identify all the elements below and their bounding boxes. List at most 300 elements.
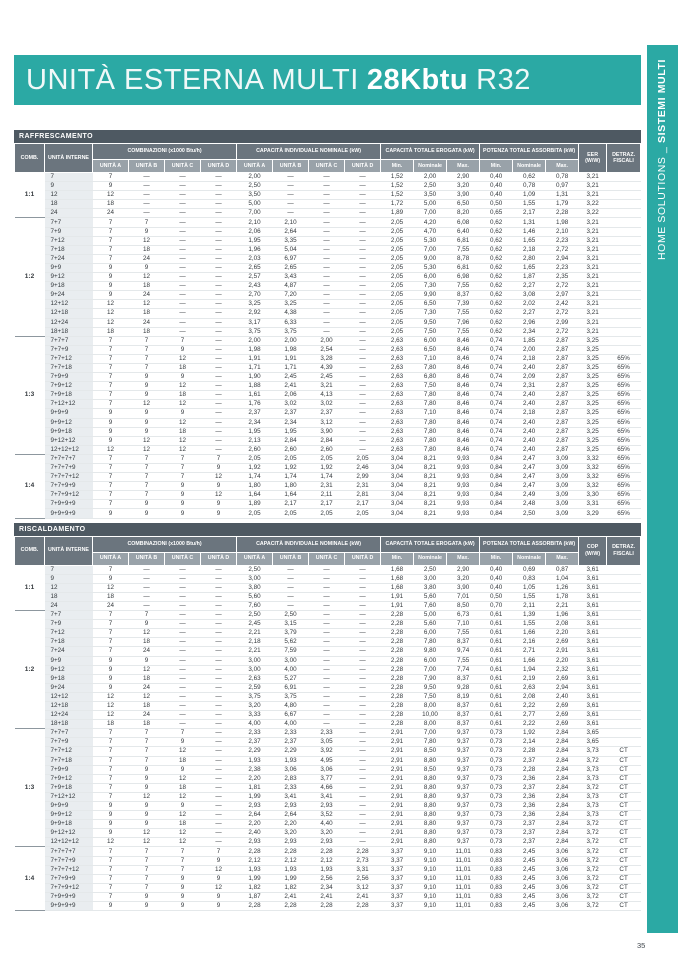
cell: 2,84 [546,738,579,747]
unit-combination: 7+9+9 [45,765,93,774]
cell: 2,05 [381,327,414,336]
column-header: POTENZA TOTALE ASSORBITA (kW) [480,536,579,552]
cell: 7 [165,729,201,738]
cell: 1,91 [237,354,273,363]
cell: — [165,701,201,710]
column-header: Max. [447,552,480,565]
unit-combination: 7+9+12 [45,382,93,391]
cell: 0,50 [480,592,513,601]
table-row [15,701,641,710]
cell: 12 [93,583,129,592]
cell: 3,21 [579,282,607,291]
cell: 0,83 [513,574,546,583]
cell: 2,47 [513,464,546,473]
column-header: Min. [480,160,513,173]
column-header: Min. [480,552,513,565]
cell: 2,40 [513,436,546,445]
cell: 3,72 [579,865,607,874]
cell: 2,28 [381,701,414,710]
cell: 1,26 [546,583,579,592]
cell: 6,50 [447,200,480,209]
cell: 3,31 [345,865,381,874]
cell: 9 [93,674,129,683]
cell: 2,84 [273,436,309,445]
cell: 1,82 [273,883,309,892]
unit-combination: 7+12 [45,236,93,245]
cell: 8,50 [414,747,447,756]
cell: — [165,601,201,610]
cell: 65% [607,500,641,509]
unit-combination: 7+24 [45,647,93,656]
cell: 11,01 [447,902,480,911]
table-row [15,473,641,482]
cell: 2,84 [546,829,579,838]
cell: 7 [93,892,129,901]
cell: 7 [93,345,129,354]
cell: — [201,409,237,418]
cell: 7,80 [414,436,447,445]
cell: 18 [129,701,165,710]
unit-combination: 18+18 [45,720,93,729]
cell: 2,23 [546,263,579,272]
cell: 12 [129,838,165,847]
cell: 5,00 [414,200,447,209]
cell: 2,99 [345,473,381,482]
cell: — [201,291,237,300]
cell: 7 [165,865,201,874]
cell: 6,00 [414,656,447,665]
cell: 65% [607,400,641,409]
comb-label: 1:2 [15,218,45,336]
cell: 18 [129,327,165,336]
cell: 7 [93,473,129,482]
cell: — [309,300,345,309]
cell: — [201,418,237,427]
cell [607,711,641,720]
cell: 1,95 [273,427,309,436]
cell: 2,00 [237,173,273,182]
cell: 65% [607,373,641,382]
cell: 2,93 [309,802,345,811]
cell: 3,61 [579,711,607,720]
cell: 24 [93,601,129,610]
cell: 3,92 [309,747,345,756]
cell: 1,04 [546,574,579,583]
cell: 4,87 [273,282,309,291]
cell: 6,91 [273,683,309,692]
cell: 2,05 [273,454,309,463]
cell: 1,55 [513,620,546,629]
cell: 24 [93,209,129,218]
cell: 3,21 [579,245,607,254]
cell: — [129,200,165,209]
cell: 2,69 [546,701,579,710]
cell: 2,63 [381,436,414,445]
cell: 1,95 [237,427,273,436]
table-row [15,583,641,592]
cell: 7,30 [414,282,447,291]
cell: 2,93 [237,802,273,811]
unit-combination: 24 [45,209,93,218]
cell: 8,80 [414,792,447,801]
cell: — [201,354,237,363]
cell: 2,10 [546,227,579,236]
cell: — [345,692,381,701]
cell: 1,95 [237,236,273,245]
cell: CT [607,856,641,865]
cell: 0,83 [480,902,513,911]
cell: 2,06 [273,391,309,400]
cell: 2,73 [345,856,381,865]
cell: 7 [93,774,129,783]
cell: 2,00 [273,336,309,345]
comb-label: 1:4 [15,847,45,911]
cell: — [165,574,201,583]
table-row [15,227,641,236]
cell: 0,74 [480,373,513,382]
cell: 0,62 [480,291,513,300]
cell: 3,72 [579,838,607,847]
cell: 0,73 [480,838,513,847]
cell: 0,65 [480,209,513,218]
cell: 0,74 [480,382,513,391]
table-row [15,565,641,574]
cell: 2,63 [381,363,414,372]
cell: 1,93 [273,865,309,874]
cell: 7 [93,354,129,363]
cell: — [165,218,201,227]
column-header: Nominale [513,552,546,565]
cell: 3,61 [579,692,607,701]
unit-combination: 7+7+7+9 [45,856,93,865]
cell: 1,52 [381,182,414,191]
cell: — [309,574,345,583]
cell: 7,80 [414,391,447,400]
cell: 0,84 [480,473,513,482]
cell: 3,30 [579,491,607,500]
cell: 7,20 [273,291,309,300]
cell: 2,28 [381,656,414,665]
cell: 9,10 [414,883,447,892]
cell: 3,75 [273,692,309,701]
cell: 8,20 [447,209,480,218]
cell: 2,90 [447,565,480,574]
cell: 2,28 [345,902,381,911]
cell: 1,78 [546,592,579,601]
cell: 12 [129,445,165,454]
cell: 0,73 [480,802,513,811]
cell: 7,00 [414,245,447,254]
cell: 0,84 [480,500,513,509]
cell: — [345,747,381,756]
unit-combination: 9 [45,182,93,191]
cell: 9 [93,509,129,518]
cell: 7,50 [414,382,447,391]
cell: 3,65 [579,738,607,747]
cell: 65% [607,436,641,445]
unit-combination: 9+9+12 [45,418,93,427]
cell: 12 [201,491,237,500]
cell: 7 [165,847,201,856]
cell: 9,37 [447,820,480,829]
cell: 3,21 [579,227,607,236]
cell: 1,68 [381,565,414,574]
cell: 3,00 [237,665,273,674]
cell: — [165,200,201,209]
cell: — [309,327,345,336]
cell: — [345,273,381,282]
cell: — [201,692,237,701]
cell: — [165,683,201,692]
cell: 1,74 [237,473,273,482]
cell: 2,47 [513,454,546,463]
cell: 65% [607,427,641,436]
cell: 12 [129,629,165,638]
cell: 9 [201,874,237,883]
cell [607,191,641,200]
cell: 12 [165,747,201,756]
column-header: DETRAZ. FISCALI [607,536,641,565]
cell: 2,60 [237,445,273,454]
cell: 2,13 [237,436,273,445]
cell: 9 [165,500,201,509]
cell: 6,97 [273,254,309,263]
cell: 7,00 [237,209,273,218]
cell: 1,55 [513,200,546,209]
cell: 2,45 [309,373,345,382]
table-row [15,665,641,674]
cell: 0,62 [480,282,513,291]
cell [607,200,641,209]
cell: 5,60 [414,620,447,629]
cell: 7 [129,611,165,620]
cell: 4,13 [309,391,345,400]
cell: 2,05 [381,273,414,282]
cell: 0,61 [480,647,513,656]
cell: 4,40 [309,820,345,829]
cell: 8,80 [414,774,447,783]
cell: — [345,291,381,300]
cell: 7,74 [447,665,480,674]
cell: 9,10 [414,892,447,901]
cell: 6,00 [414,336,447,345]
cell: — [273,191,309,200]
cell: 3,06 [309,765,345,774]
cell: 0,73 [480,765,513,774]
title-regular: UNITÀ ESTERNA MULTI [26,63,359,96]
cell: — [309,309,345,318]
cell [607,674,641,683]
cell [607,729,641,738]
cell: 0,74 [480,418,513,427]
cell: 2,45 [513,856,546,865]
cell: 0,84 [480,509,513,518]
cell: 3,09 [546,482,579,491]
cell: — [345,601,381,610]
cell: 7 [165,336,201,345]
unit-combination: 7+7 [45,218,93,227]
table-row [15,309,641,318]
cell: 1,64 [237,491,273,500]
cell: 12 [129,829,165,838]
cell: 3,02 [309,400,345,409]
cell: 7,50 [414,692,447,701]
cell: 3,37 [381,847,414,856]
cell: 8,37 [447,720,480,729]
cell: 0,73 [480,747,513,756]
cell: 7,80 [414,427,447,436]
column-header: POTENZA TOTALE ASSORBITA (kW) [480,144,579,160]
cell: 2,03 [237,254,273,263]
cell: 2,60 [273,445,309,454]
cell: 7 [129,454,165,463]
cell: 7 [93,173,129,182]
cell: 12 [93,838,129,847]
cell: — [345,620,381,629]
cell: 3,72 [579,783,607,792]
cell: — [201,209,237,218]
cell: — [201,720,237,729]
cell: 1,55 [513,592,546,601]
cell: CT [607,874,641,883]
cell: 18 [93,327,129,336]
cell: 2,20 [546,656,579,665]
unit-combination: 7+7+9+9 [45,874,93,883]
cell: 7 [93,611,129,620]
cell: 18 [129,282,165,291]
cell: — [201,756,237,765]
cell: 3,72 [579,756,607,765]
cell: 9 [129,902,165,911]
cell: 1,89 [381,209,414,218]
cell: 2,28 [345,847,381,856]
cell: 1,99 [273,874,309,883]
cell: 3,21 [579,318,607,327]
cell: 9,28 [447,683,480,692]
cell: 1,91 [381,592,414,601]
cell: 8,50 [447,601,480,610]
cell: 3,12 [309,418,345,427]
cell: 24 [129,711,165,720]
cell: 2,38 [237,765,273,774]
cell: 7 [93,783,129,792]
cell: 9 [165,883,201,892]
cell: 6,40 [447,227,480,236]
cell: 9 [93,263,129,272]
cell: 2,18 [513,354,546,363]
cell: 3,04 [381,482,414,491]
cell: 3,21 [579,191,607,200]
cell: 1,99 [237,874,273,883]
cell: 0,87 [546,565,579,574]
cell: — [201,811,237,820]
cell: 9 [165,892,201,901]
cell: — [165,720,201,729]
cell: 2,84 [546,756,579,765]
cell: 0,84 [480,482,513,491]
cell: 7 [93,400,129,409]
cell: 7,30 [414,309,447,318]
sidebar [647,45,678,933]
cell: 18 [165,427,201,436]
cell: — [129,601,165,610]
cell: 3,79 [273,629,309,638]
cell: 0,62 [480,327,513,336]
cell: 3,25 [237,300,273,309]
table-row [15,191,641,200]
cell: 8,21 [414,509,447,518]
title-bold: 28Kbtu [366,63,469,96]
cell: 2,05 [381,227,414,236]
cell: 0,61 [480,674,513,683]
cell: — [201,729,237,738]
cell: 2,63 [237,674,273,683]
cell: 2,40 [546,692,579,701]
cell: 9,37 [447,729,480,738]
cell: 0,83 [480,865,513,874]
cell: — [309,592,345,601]
cell: 8,78 [447,254,480,263]
cell: 0,83 [480,847,513,856]
cell: — [345,774,381,783]
table-row [15,236,641,245]
cell: 9,93 [447,491,480,500]
cell: 6,00 [414,273,447,282]
cell: 65% [607,363,641,372]
cell: 2,94 [546,254,579,263]
cell: 3,09 [546,464,579,473]
cell: 1,88 [237,382,273,391]
cell: 2,28 [237,847,273,856]
cell: 2,36 [513,802,546,811]
cell: 0,74 [480,391,513,400]
cell: 2,87 [546,445,579,454]
cell: — [201,173,237,182]
cell: 1,66 [513,656,546,665]
cell: 6,00 [414,629,447,638]
cell: 7,80 [414,738,447,747]
cell: 3,21 [579,291,607,300]
cell: — [273,592,309,601]
cell [607,565,641,574]
cell: 1,52 [381,191,414,200]
cell: 3,08 [513,291,546,300]
cell: 9 [93,436,129,445]
cell: 65% [607,464,641,473]
unit-combination: 7 [45,173,93,182]
cell: 4,20 [414,218,447,227]
cell: CT [607,847,641,856]
unit-combination: 12+12 [45,300,93,309]
cell: 9,93 [447,454,480,463]
cell: — [201,263,237,272]
cell: 2,64 [273,227,309,236]
column-header: Max. [546,552,579,565]
unit-combination: 7+12+12 [45,400,93,409]
cell: 18 [129,245,165,254]
cell: 3,77 [309,774,345,783]
cell: 2,56 [345,874,381,883]
cell: 9 [165,491,201,500]
cell [607,209,641,218]
cell: 2,84 [546,747,579,756]
cell: 0,83 [480,856,513,865]
table-row [15,373,641,382]
table-row [15,601,641,610]
cell: 0,74 [480,336,513,345]
cell: 3,06 [273,765,309,774]
cell: 7 [93,218,129,227]
